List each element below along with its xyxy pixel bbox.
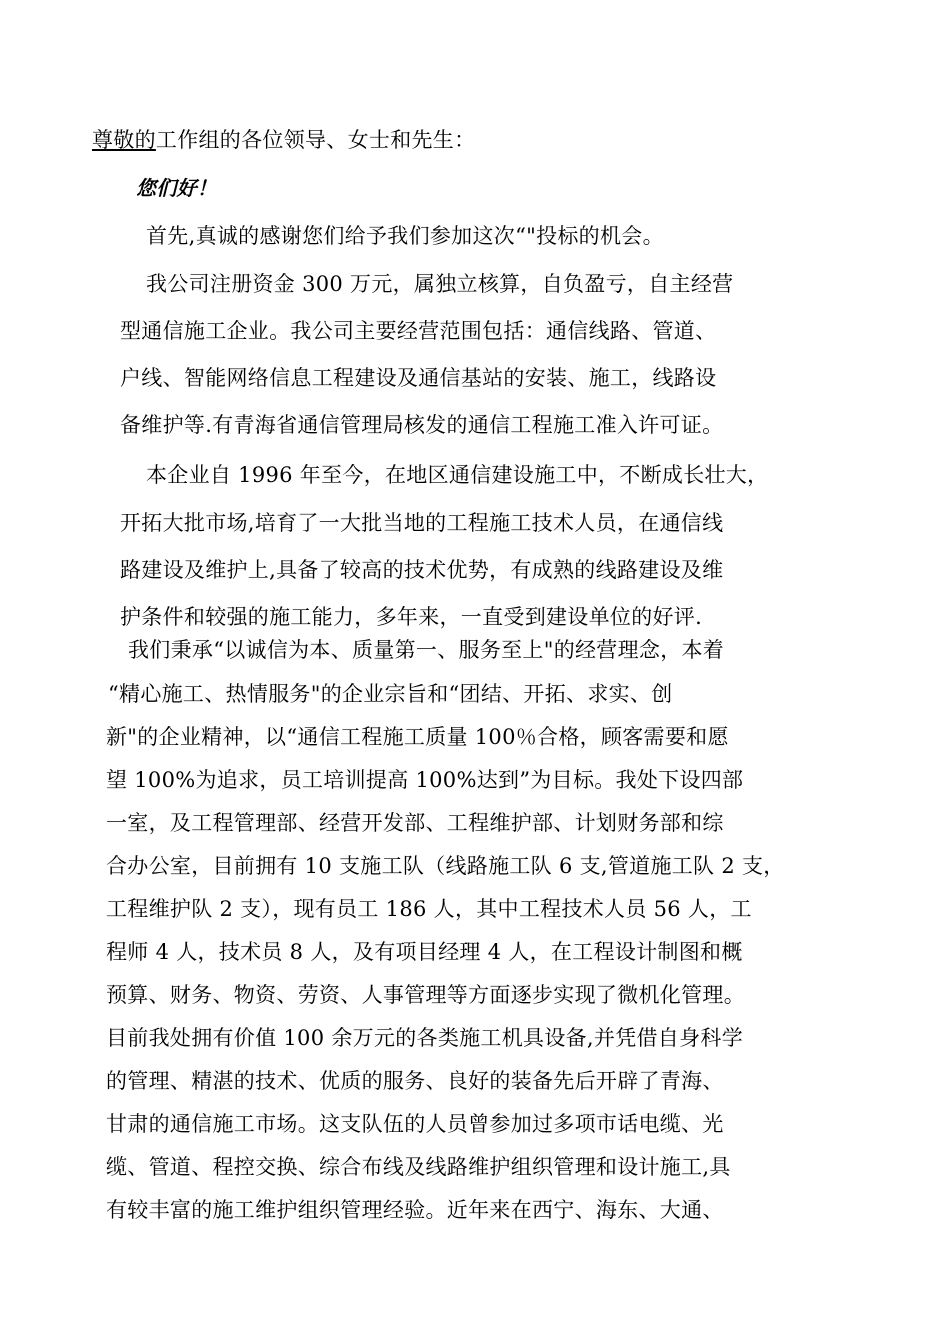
salutation-rest: 工作组的各位领导、女士和先生： — [155, 128, 476, 152]
paragraph-line: 的管理、精湛的技术、优质的服务、良好的装备先后开辟了青海、 — [106, 1069, 724, 1093]
paragraph-line: 有较丰富的施工维护组织管理经验。近年来在西宁、海东、大通、 — [106, 1198, 724, 1222]
paragraph-line: 开拓大批市场,培育了一大批当地的工程施工技术人员，在通信线 — [120, 511, 724, 535]
paragraph-line: 首先,真诚的感谢您们给予我们参加这次“"投标的机会。 — [146, 224, 664, 248]
paragraph-line: 备维护等.有青海省通信管理局核发的通信工程施工准入许可证。 — [120, 413, 724, 437]
salutation-underlined: 尊敬的 — [92, 128, 156, 152]
paragraph-line: 工程维护队 2 支），现有员工 186 人，其中工程技术人员 56 人，工 — [106, 897, 752, 921]
paragraph-line: 路建设及维护上,具备了较高的技术优势，有成熟的线路建设及维 — [120, 558, 724, 582]
salutation — [92, 126, 475, 154]
paragraph-line: 目前我处拥有价值 100 余万元的各类施工机具设备,并凭借自身科学 — [106, 1026, 744, 1050]
paragraph-line: 甘肃的通信施工市场。这支队伍的人员曾参加过多项市话电缆、光 — [106, 1112, 724, 1136]
paragraph-line: 护条件和较强的施工能力，多年来，一直受到建设单位的好评. — [120, 605, 703, 629]
paragraph-line: 望 100%为追求，员工培训提高 100%达到”为目标。我处下设四部 — [106, 768, 744, 792]
paragraph-line: 一室，及工程管理部、经营开发部、工程维护部、计划财务部和综 — [106, 811, 724, 835]
paragraph-line: 户线、智能网络信息工程建设及通信基站的安装、施工，线路设 — [120, 366, 717, 390]
paragraph-line: 我公司注册资金 300 万元，属独立核算，自负盈亏，自主经营 — [146, 272, 734, 296]
paragraph-line: 预算、财务、物资、劳资、人事管理等方面逐步实现了微机化管理。 — [106, 983, 745, 1007]
paragraph-line: 我们秉承“以诚信为本、质量第一、服务至上"的经营理念，本着 — [128, 638, 725, 662]
greeting: 您们好！ — [136, 176, 218, 200]
paragraph-line: 缆、管道、程控交换、综合布线及线路维护组织管理和设计施工,具 — [106, 1155, 731, 1179]
paragraph-line: 新"的企业精神，以“通信工程施工质量 100％合格，顾客需要和愿 — [106, 725, 729, 749]
paragraph-line: 程师 4 人，技术员 8 人，及有项目经理 4 人，在工程设计制图和概 — [106, 940, 743, 964]
paragraph-line: “精心施工、热情服务"的企业宗旨和“团结、开拓、求实、创 — [108, 682, 673, 706]
paragraph-line: 本企业自 1996 年至今，在地区通信建设施工中，不断成长壮大， — [146, 463, 769, 487]
paragraph-line: 型通信施工企业。我公司主要经营范围包括：通信线路、管道、 — [120, 319, 717, 343]
paragraph-line: 合办公室，目前拥有 10 支施工队（线路施工队 6 支,管道施工队 2 支， — [106, 854, 785, 878]
